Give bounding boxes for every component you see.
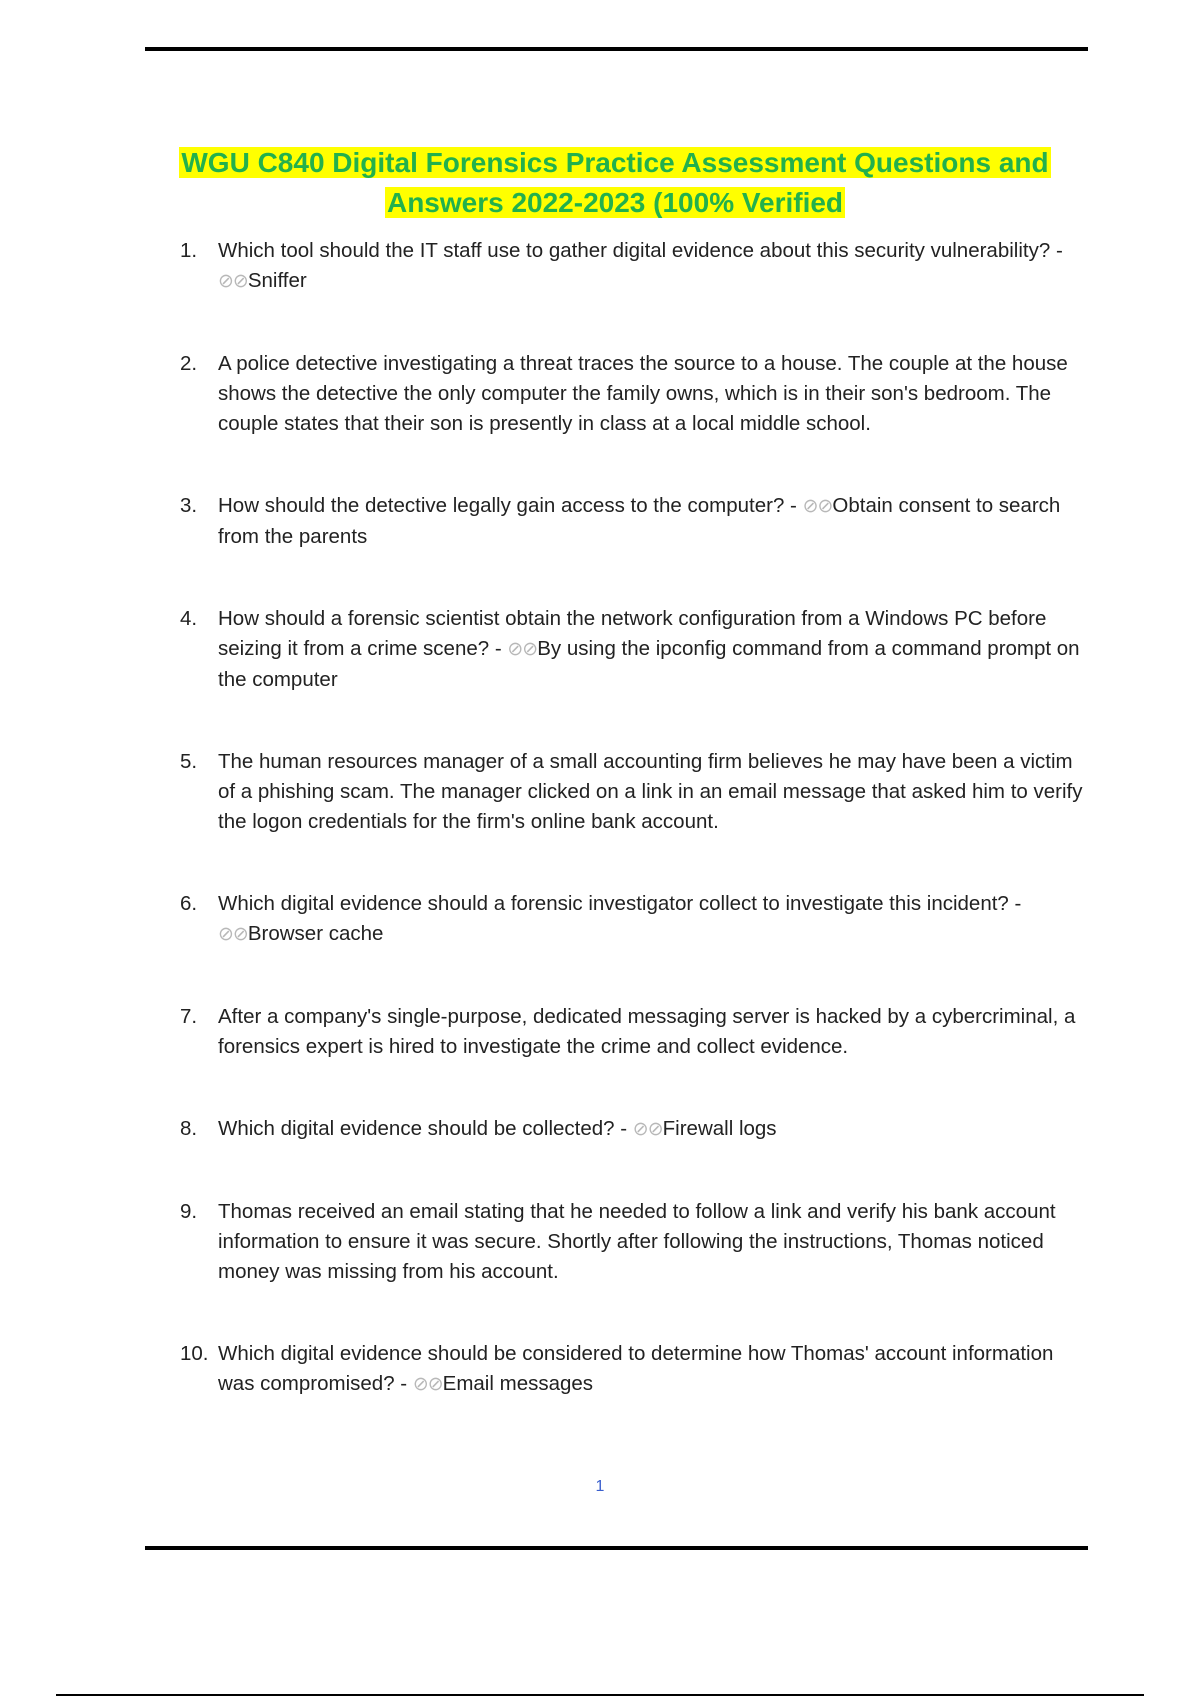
question-item xyxy=(180,604,1085,695)
question-item xyxy=(180,236,1085,297)
title-line-2: Answers 2022-2023 (100% Verified xyxy=(386,187,844,218)
question-text: Which tool should the IT staff use to gather digital evidence about this security vulnerability? - xyxy=(218,239,1063,262)
answer-text: Email messages xyxy=(442,1372,594,1395)
question-text: How should a forensic scientist obtain the network configuration from a Windows PC before seizing it from a crime scene? - xyxy=(218,607,1047,660)
question-number: 1. xyxy=(180,239,198,262)
question-text: How should the detective legally gain access to the computer? - xyxy=(218,494,803,517)
double-check-icon: ⊘⊘ xyxy=(632,1119,663,1140)
answer-text: By using the ipconfig command from a command prompt on the computer xyxy=(218,637,1080,691)
page-number: 1 xyxy=(595,1478,605,1495)
question-number: 10. xyxy=(180,1342,209,1365)
question-item xyxy=(180,1197,1085,1287)
document-title xyxy=(150,143,1080,223)
question-item xyxy=(180,889,1085,950)
question-item xyxy=(180,1002,1085,1062)
question-text: Which digital evidence should be collected? - xyxy=(218,1117,633,1140)
bottom-rule xyxy=(145,1546,1088,1550)
question-number: 3. xyxy=(180,494,198,517)
question-text: Which digital evidence should be considered to determine how Thomas' account information was compromised? - xyxy=(218,1342,1054,1395)
answer-text: Sniffer xyxy=(247,269,307,292)
question-text: Thomas received an email stating that he needed to follow a link and verify his bank account information to ensure it was secure. Shortly after following the instructions, Thomas noticed money was missing from his account. xyxy=(218,1200,1056,1283)
answer-text: Browser cache xyxy=(247,922,384,945)
question-item xyxy=(180,747,1085,837)
double-check-icon: ⊘⊘ xyxy=(218,924,248,945)
question-item xyxy=(180,1339,1085,1400)
question-number: 4. xyxy=(180,607,198,630)
question-number: 6. xyxy=(180,892,198,915)
question-item xyxy=(180,491,1085,552)
question-number: 2. xyxy=(180,352,198,375)
question-item xyxy=(180,1114,1085,1145)
double-check-icon: ⊘⊘ xyxy=(507,639,538,660)
question-text: A police detective investigating a threat traces the source to a house. The couple at the house shows the detective the only computer the family owns, which is in their son's bedroom. The couple states that their son is presently in class at a local middle school. xyxy=(218,352,1068,435)
answer-text: Obtain consent to search from the parents xyxy=(218,494,1061,548)
question-text: Which digital evidence should a forensic investigator collect to investigate this incident? - xyxy=(218,892,1022,915)
title-line-1: WGU C840 Digital Forensics Practice Assessment Questions and xyxy=(181,147,1049,178)
answer-text: Firewall logs xyxy=(662,1117,777,1140)
question-number: 5. xyxy=(180,750,198,773)
question-number: 8. xyxy=(180,1117,198,1140)
page-edge-rule xyxy=(56,1694,1144,1696)
question-list xyxy=(180,236,1085,1400)
top-rule xyxy=(145,47,1088,51)
question-text: After a company's single-purpose, dedicated messaging server is hacked by a cybercriminal, a forensics expert is hired to investigate the crime and collect evidence. xyxy=(218,1005,1076,1058)
double-check-icon: ⊘⊘ xyxy=(802,496,833,517)
double-check-icon: ⊘⊘ xyxy=(412,1374,443,1395)
question-item xyxy=(180,349,1085,439)
question-text: The human resources manager of a small accounting firm believes he may have been a victim of a phishing scam. The manager clicked on a link in an email message that asked him to verify the logon credentials for the firm's online bank account. xyxy=(218,750,1083,833)
question-number: 7. xyxy=(180,1005,198,1028)
question-number: 9. xyxy=(180,1200,198,1223)
double-check-icon: ⊘⊘ xyxy=(218,271,248,292)
